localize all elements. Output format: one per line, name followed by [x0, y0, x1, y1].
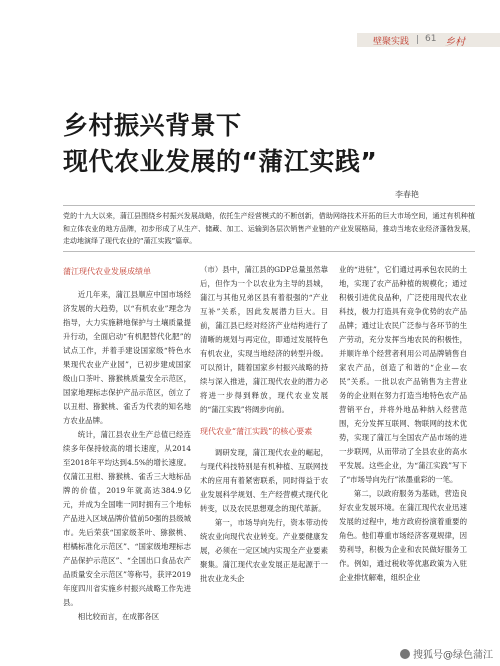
- paragraph: 近几年来，蒲江县顺应中国市场经济发展的大趋势，以“有机农业”理念为指导，大力实施耕地保护与土壤质量提升行动，全面启动“有机肥替代化肥”的试点工作，并着手建设国家级“特色水果现代农业产业园”，已初步建成国家级山口茶叶、猕猴桃质量安全示范区，国家地理标志保护产品示范区，创立了以丑柑、猕猴桃、雀舌为代表的知名地方农业品牌。: [63, 290, 191, 425]
- article-lead: 党的十九大以来，蒲江县围绕乡村振兴发展战略，依托生产经营模式的不断创新，借助网络技术开拓的巨大市场空间，通过有机种植和立体农业的地方品牌，初步形成了从生产、储藏、加工、运输到各层次销售产业链的产业发展格局，推动当地农业经济蓬勃发展，走动地演绎了现代农业的“蒲江实践”篇章。: [63, 212, 475, 245]
- watermark-text: 搜狐号@绿色蒲江: [413, 650, 493, 661]
- section-label: 壁聚实践: [373, 37, 410, 47]
- magazine-logo: 乡村: [445, 37, 465, 48]
- article-author: 李春艳: [395, 190, 419, 199]
- article-title-line1: 乡村振兴背景下: [63, 111, 242, 140]
- column-2: [200, 263, 328, 586]
- section-heading-core-elements: 现代农业“蒲江实践”的核心要素: [200, 427, 313, 436]
- paragraph: 相比较而言，在成都各区: [77, 612, 160, 621]
- paragraph: 第二，以政府服务为基础，营造良好农业发展环境。在蒲江现代农业迅速发展的过程中，地方政府扮演着重要的角色。他们尊重市场经济客观规律，因势利导，积极为企业和农民做好服务工作。例如，通过税收等优惠政策为入驻企业排忧解难，组织企业: [339, 489, 467, 582]
- sohu-icon: [400, 649, 410, 659]
- paragraph: 统计，蒲江县农业生产总值已经连续多年保持较高的增长速度，从2014至2018年平均达到4.5%的增长速度。仅蒲江丑柑、猕猴桃、雀舌三大地标品牌的价值，2019年就高达384.9亿元，并成为全国唯一同时拥有三个地标产品进入区域品牌价值前50强的县级城市。先后荣获“国家级茶叶、猕猴桃、柑橘标准化示范区”、“国家级地理标志产品保护示范区”、“全国出口食品农产品质量安全示范区”等称号，获评2019年度四川省实施乡村振兴战略工作先进县。: [63, 430, 191, 607]
- column-1: [63, 263, 191, 624]
- paragraph: 调研发现，蒲江现代农业的崛起，与现代科技特别是有机种植、互联网技术的应用有着紧密联系，同时得益于农业发展科学规划、生产经营模式现代化转变，以及农民思想观念的现代革新。: [200, 448, 328, 513]
- header-separator: [417, 35, 418, 44]
- watermark: [400, 646, 493, 661]
- header-band: [357, 33, 500, 47]
- paragraph: 业的“进驻”，它们通过再承包农民的土地，实现了农产品种植的规模化；通过积极引进优良品种，广泛使用现代农业科技，极力打造具有竞争优势的农产品品牌；通过让农民广泛参与各环节的生产劳动，充分发挥当地农民的积极性，并顺许单个经营者利用公司品牌销售自家农产品，创造了和谐的“企业—农民”关系。一批以农产品销售为主营业务的企业则在努力打造当地特色农产品营销平台，并将外地品种纳入经营范围，充分发挥互联网、物联网的技术优势，实现了蒲江与全国农产品市场的进一步联网，从而带动了全县农业的高水平发展。这些企业，为“蒲江实践”写下了“市场导向先行”浓墨重彩的一笔。: [339, 265, 467, 484]
- column-3: [339, 263, 467, 585]
- article-title-line2: 现代农业发展的“蒲江实践”: [63, 147, 378, 176]
- section-heading-achievements: 蒲江现代农业发展成绩单: [63, 267, 151, 276]
- lead-rule-bottom: [63, 251, 475, 252]
- paragraph: （市）县中，蒲江县的GDP总量虽然靠后，但作为一个以农业为主导的县城，蒲江与其他兄弟区县有着很强的“产业互补”关系，因此发展潜力巨大。目前，蒲江县已经对经济产业结构进行了清晰的规划与再定位，即通过发展特色有机农业，实现当地经济的转型升级。可以预计，随着国家乡村振兴战略的持续与深入推进，蒲江现代农业的潜力必将进一步得到释放，现代农业发展的“蒲江实践”将阔步向前。: [200, 265, 328, 414]
- paragraph: 第一，市场导向先行，资本带动传统农业向现代农业转变。产业要健康发展，必须在一定区域内实现全产业要素聚集。蒲江现代农业发展正是起源于一批农业龙头企: [200, 518, 328, 583]
- lead-rule-top: [63, 205, 475, 206]
- page-number: 61: [425, 34, 437, 44]
